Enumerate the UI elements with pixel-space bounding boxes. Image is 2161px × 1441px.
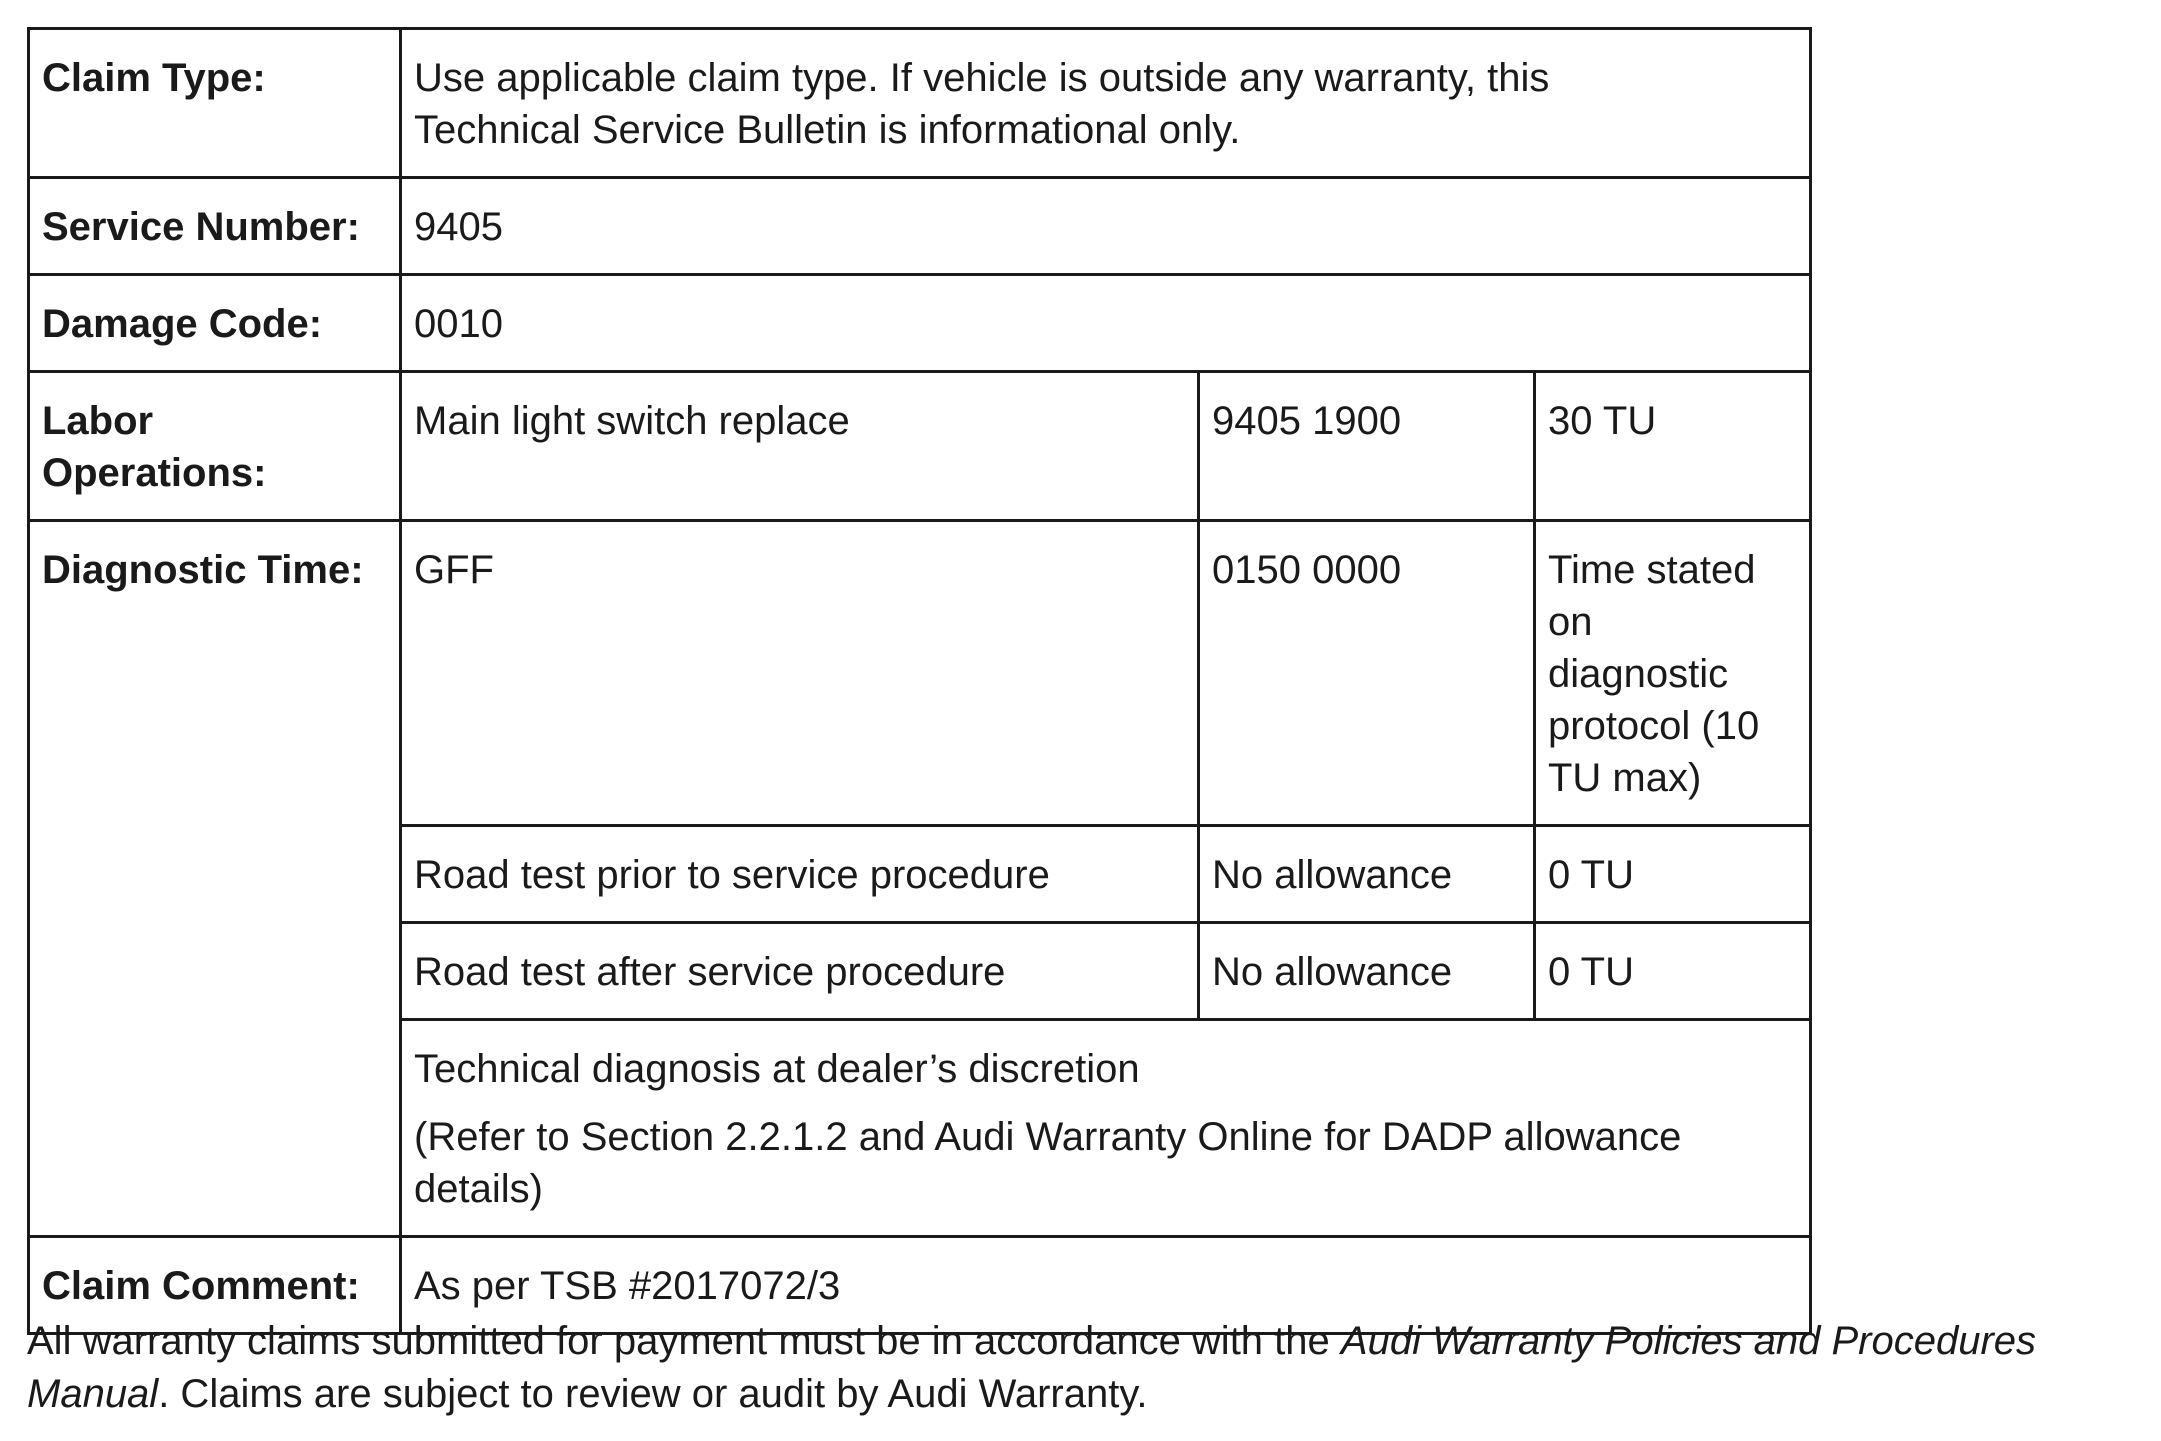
labor-operation-code: 9405 1900 [1199,372,1535,521]
diagnostic-gff-row [29,521,1811,826]
road-test-prior-description: Road test prior to service procedure [401,826,1199,923]
claim-type-label: Claim Type: [29,29,401,178]
diagnostic-note-heading: Technical diagnosis at dealer’s discretion [414,1047,1140,1091]
labor-operation-time: 30 TU [1535,372,1811,521]
damage-code-value: 0010 [401,275,1811,372]
road-test-after-code: No allowance [1199,923,1535,1020]
diagnostic-note [401,1020,1811,1237]
damage-code-row [29,275,1811,372]
warranty-claim-table [27,27,1812,1335]
damage-code-label: Damage Code: [29,275,401,372]
manual-title: Audi Warranty Policies and Procedures Manual [27,1319,2037,1416]
service-number-value: 9405 [401,178,1811,275]
warranty-footer-note: All warranty claims submitted for payment must be in accordance with the Audi Warranty Policies and Procedures Manual. Claims are subject to review or audit by Audi Warranty. [27,1319,2037,1416]
road-test-prior-time: 0 TU [1535,826,1811,923]
diagnostic-gff-time: Time stated on diagnostic protocol (10 TU max) [1535,521,1811,826]
claim-comment-value: As per TSB #2017072/3 [401,1237,1811,1334]
labor-operations-row [29,372,1811,521]
road-test-prior-code: No allowance [1199,826,1535,923]
claim-type-row [29,29,1811,178]
labor-operations-label: Labor Operations: [29,372,401,521]
service-number-row [29,178,1811,275]
service-number-label: Service Number: [29,178,401,275]
road-test-after-time: 0 TU [1535,923,1811,1020]
claim-type-value: Use applicable claim type. If vehicle is outside any warranty, this Technical Service Bulletin is informational only. [401,29,1811,178]
diagnostic-time-label: Diagnostic Time: [29,521,401,1237]
diagnostic-gff-description: GFF [401,521,1199,826]
labor-operation-description: Main light switch replace [401,372,1199,521]
road-test-after-description: Road test after service procedure [401,923,1199,1020]
diagnostic-gff-code: 0150 0000 [1199,521,1535,826]
diagnostic-note-reference: (Refer to Section 2.2.1.2 and Audi Warranty Online for DADP allowance details) [414,1115,1682,1211]
claim-comment-label: Claim Comment: [29,1237,401,1334]
